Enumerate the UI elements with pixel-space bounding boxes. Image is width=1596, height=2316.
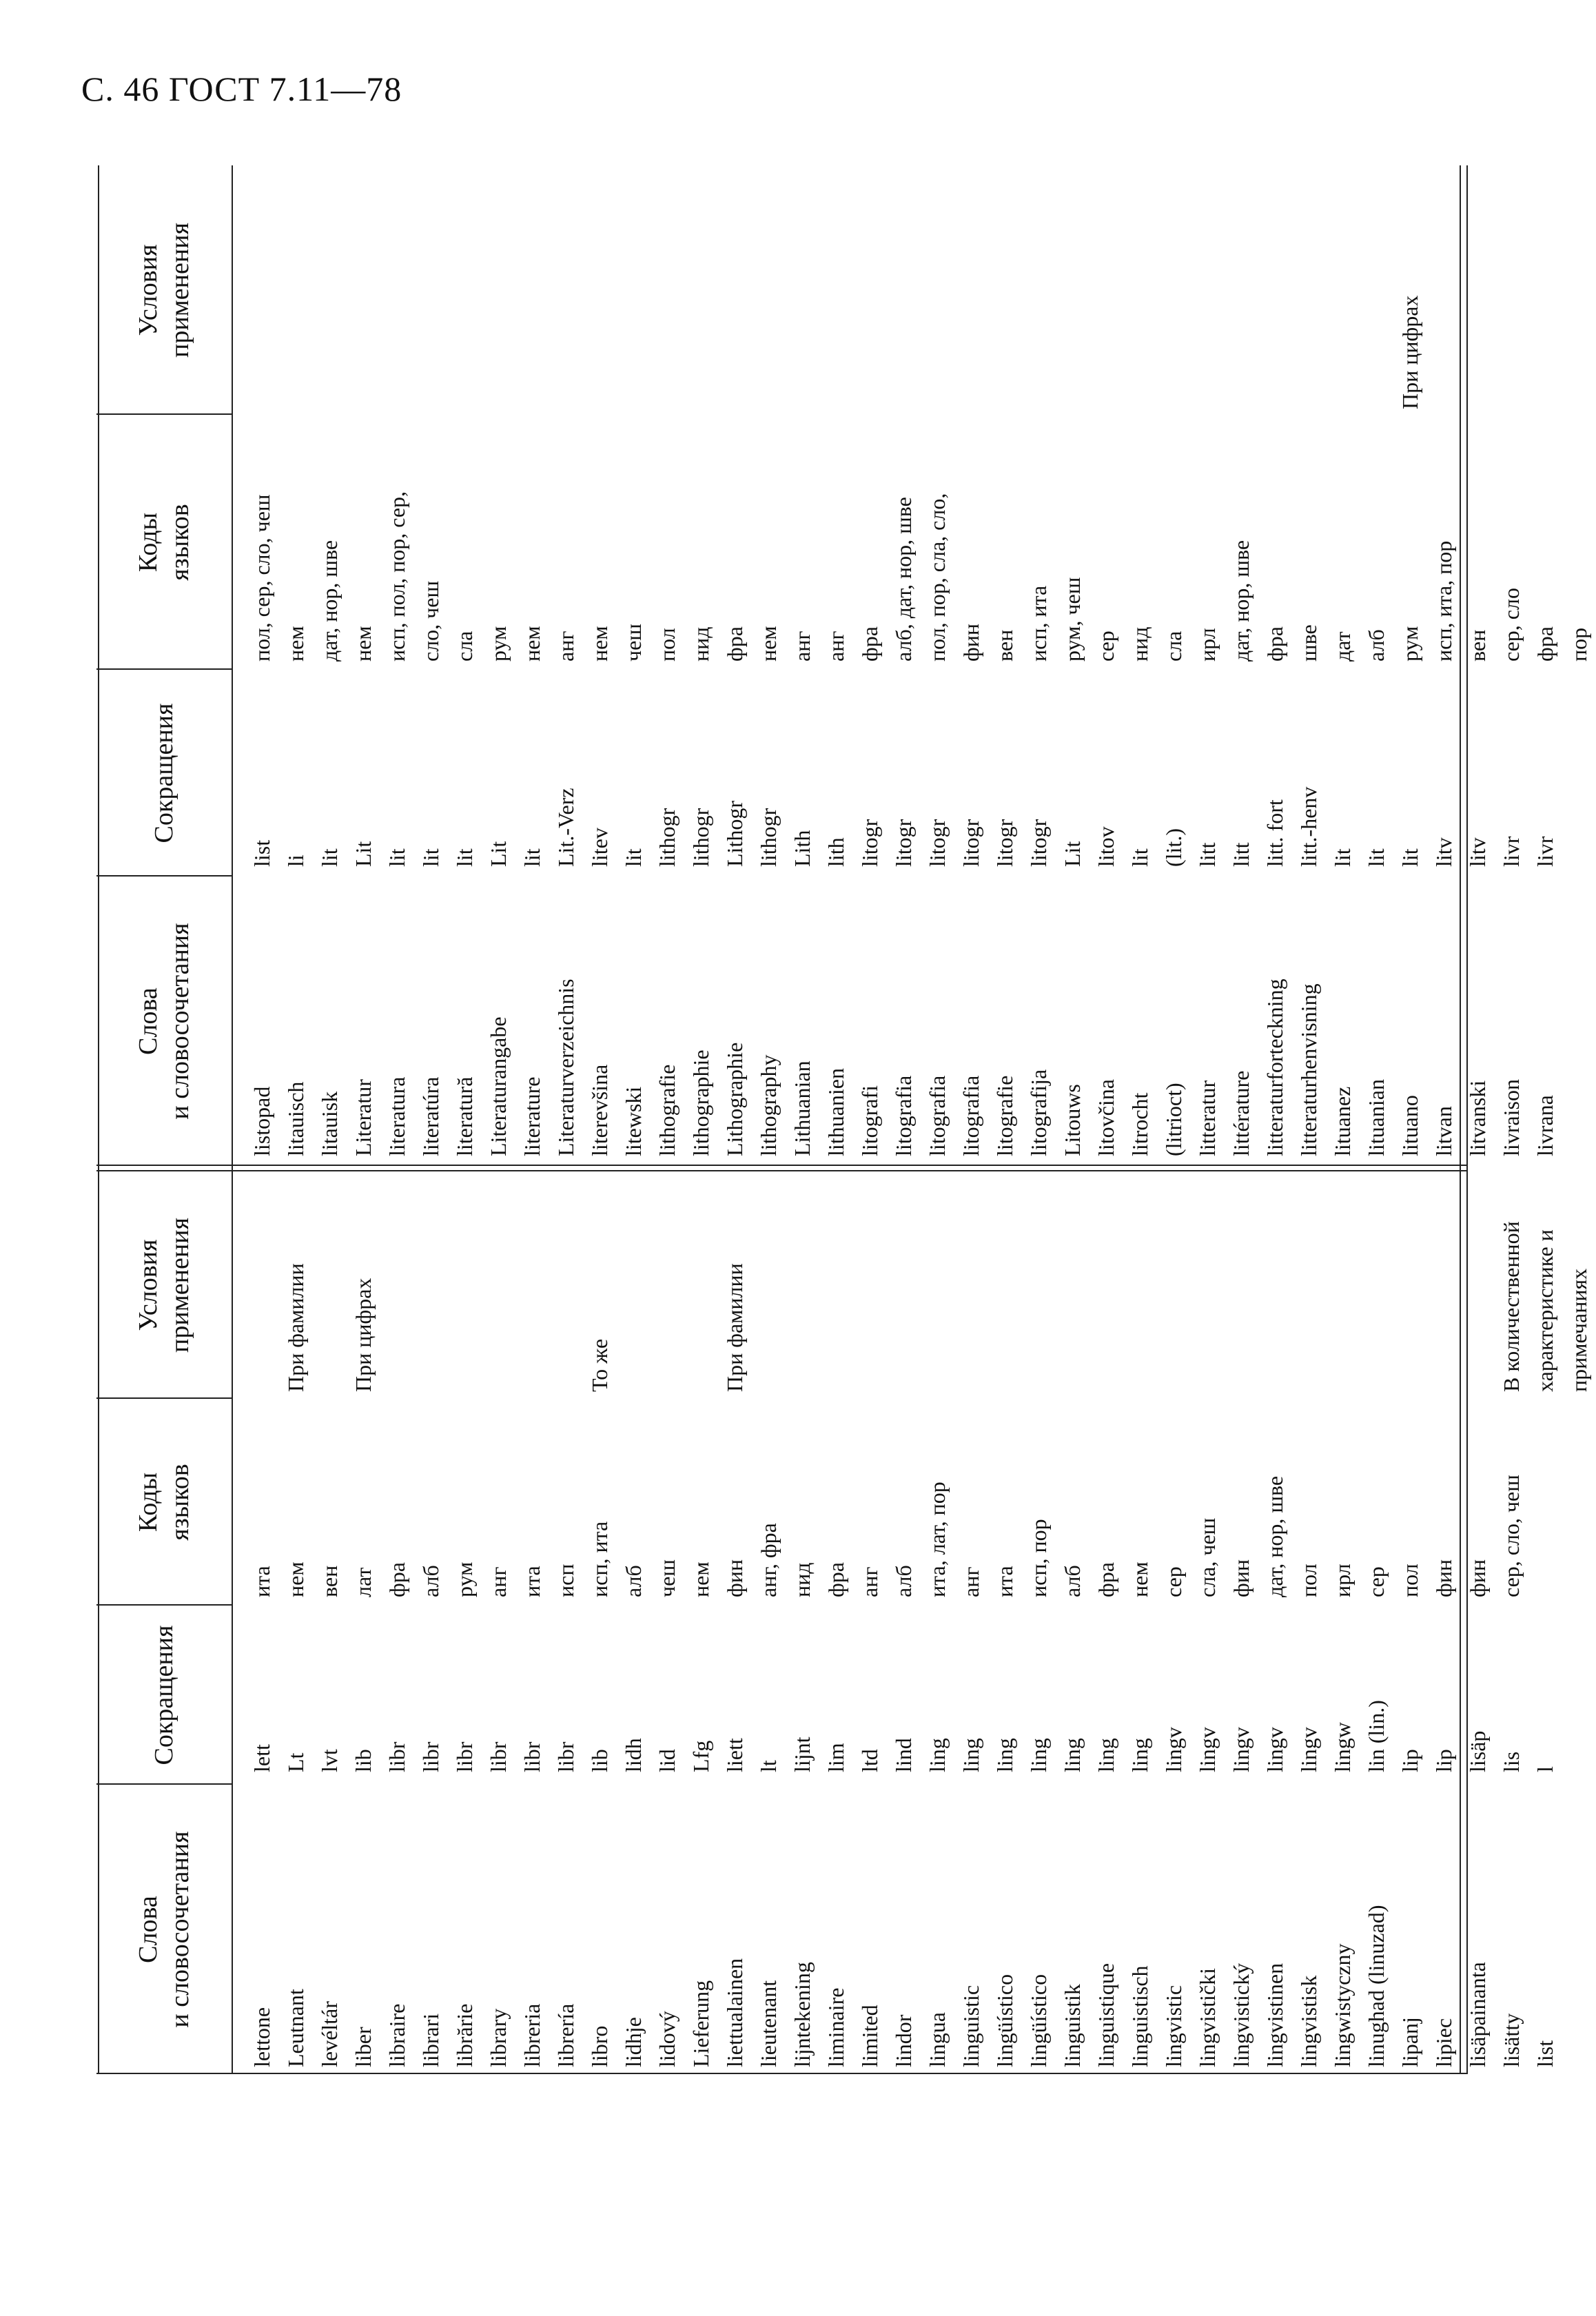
word-cell: literatura <box>385 1076 409 1156</box>
word-cell: litauisch <box>283 1081 308 1156</box>
codes-cell: пол, сер, сло, чеш <box>249 494 274 662</box>
codes-cell: алб <box>418 1565 443 1597</box>
codes-cell: фин <box>959 624 983 662</box>
codes-cell: нид <box>1127 626 1152 662</box>
word-cell: libreria <box>520 2003 544 2067</box>
abbr-cell: libr <box>520 1741 544 1772</box>
word-cell: librería <box>553 2003 578 2067</box>
abbr-cell: litv <box>1431 837 1456 867</box>
word-cell: literevšina <box>587 1064 612 1156</box>
codes-cell: нид <box>790 1562 815 1597</box>
abbr-cell: lib <box>351 1749 376 1772</box>
codes-cell: исп <box>553 1564 578 1597</box>
header-line: Условия <box>134 1239 163 1331</box>
abbr-cell: lis <box>1499 1751 1524 1772</box>
codes-cell: фин <box>1465 1559 1490 1597</box>
abbr-cell: lit <box>1127 848 1152 867</box>
header-line: языков <box>165 504 194 581</box>
codes-cell: чеш <box>621 624 646 662</box>
header-line: Коды <box>134 1472 163 1533</box>
word-cell: litografi <box>857 1085 882 1156</box>
codes-cell: нем <box>283 626 308 662</box>
abbr-cell: ling <box>1127 1738 1152 1772</box>
word-cell: linughad (linuzad) <box>1364 1905 1389 2067</box>
abbr-cell: libr <box>486 1741 511 1772</box>
word-cell: lingvistic <box>1161 1985 1186 2067</box>
abbr-cell: litv <box>1465 837 1490 867</box>
word-cell: Literaturangabe <box>486 1016 511 1156</box>
abbr-cell: lim <box>823 1743 848 1772</box>
abbr-cell: ling <box>925 1738 950 1772</box>
codes-cell: сла, чеш <box>1195 1517 1220 1597</box>
word-cell: litografia <box>925 1075 950 1156</box>
word-cell: lituano <box>1398 1095 1422 1156</box>
codes-cell: нем <box>351 626 376 662</box>
codes-cell: пор <box>1566 627 1591 662</box>
abbr-cell: litev <box>587 828 612 867</box>
codes-cell: шве <box>1296 624 1321 662</box>
abbr-cell: ling <box>992 1738 1017 1772</box>
word-cell: Literatur <box>351 1079 376 1156</box>
abbr-cell: lithogr <box>655 808 679 867</box>
word-cell: litteraturhenvisning <box>1296 983 1321 1156</box>
abbr-cell: lvt <box>317 1749 342 1772</box>
word-cell: lijntekening <box>790 1962 815 2067</box>
abbr-cell: libr <box>452 1741 477 1772</box>
abbr-cell: l <box>1533 1766 1557 1772</box>
word-cell: lipanj <box>1398 2017 1422 2067</box>
abbr-cell: lingv <box>1262 1727 1287 1772</box>
left-codes-column <box>245 1475 1562 1597</box>
codes-cell: фин <box>722 1559 747 1597</box>
codes-cell: дат, нор, шве <box>1229 540 1254 662</box>
abbr-cell: Lith <box>790 830 815 867</box>
abbr-cell: livr <box>1499 836 1524 867</box>
codes-cell: пол <box>1398 1564 1422 1597</box>
word-cell: lidhje <box>621 2017 646 2067</box>
codes-cell: вен <box>992 629 1017 662</box>
abbr-cell: libr <box>553 1741 578 1772</box>
abbr-cell: lit <box>621 848 646 867</box>
codes-cell: исп, пор <box>1026 1519 1051 1597</box>
word-cell: lingüístico <box>1026 1974 1051 2067</box>
word-cell: lettone <box>249 2007 274 2067</box>
word-cell: lieutenant <box>756 1980 781 2067</box>
abbr-cell: litt <box>1195 842 1220 867</box>
word-cell: lisätty <box>1499 2013 1524 2067</box>
word-cell: livraison <box>1499 1079 1524 1156</box>
abbr-cell: Lit <box>486 841 511 867</box>
abbr-cell: lit <box>520 848 544 867</box>
abbr-cell: lib <box>587 1749 612 1772</box>
word-cell: list <box>1533 2040 1557 2067</box>
codes-cell: фин <box>1229 1559 1254 1597</box>
codes-cell: фра <box>1262 626 1287 662</box>
codes-cell <box>1528 1475 1562 1597</box>
abbr-cell: lit <box>1398 848 1422 867</box>
word-cell: litrocht <box>1127 1092 1152 1156</box>
header-divider <box>96 1783 232 1785</box>
codes-cell: фин <box>1431 1559 1456 1597</box>
codes-cell: вен <box>1465 629 1490 662</box>
codes-cell: дат <box>1330 631 1355 662</box>
abbr-cell: lit <box>317 848 342 867</box>
abbr-cell: litogr <box>925 819 950 867</box>
top-rule <box>98 165 99 2074</box>
abbr-cell: ling <box>1060 1738 1085 1772</box>
word-cell: linguistisch <box>1127 1965 1152 2067</box>
col-header-cond-right <box>96 165 232 415</box>
codes-cell: анг <box>486 1566 511 1597</box>
codes-cell: анг <box>790 631 815 662</box>
word-cell: linguistique <box>1094 1963 1118 2067</box>
condition-note: При фамилии <box>722 1263 747 1392</box>
center-double-rule <box>96 1170 1468 1171</box>
codes-cell: сло, чеш <box>418 580 443 662</box>
word-cell: lindor <box>891 2014 916 2067</box>
word-cell: (litrioct) <box>1161 1083 1186 1156</box>
codes-cell: анг <box>553 631 578 662</box>
abbr-cell: lithogr <box>756 808 781 867</box>
header-line: и словосочетания <box>165 923 194 1120</box>
header-line: и словосочетания <box>165 1831 194 2028</box>
codes-cell: алб <box>891 1565 916 1597</box>
codes-cell: исп, ита, пор <box>1431 540 1456 662</box>
header-line: Слова <box>134 987 163 1055</box>
word-cell: librari <box>418 2013 443 2067</box>
abbr-cell: lith <box>823 837 848 867</box>
word-cell: lituanian <box>1364 1079 1389 1156</box>
abbr-cell: Lit <box>1060 841 1085 867</box>
codes-cell: нем <box>520 626 544 662</box>
codes-cell: алб, дат, нор, шве <box>891 497 916 662</box>
word-cell: lingua <box>925 2012 950 2067</box>
codes-cell: сер <box>1161 1566 1186 1597</box>
codes-cell: анг <box>823 631 848 662</box>
abbr-cell: Lit.-Verz <box>553 788 578 867</box>
codes-cell: сер <box>1094 631 1118 662</box>
codes-cell: алб <box>621 1565 646 1597</box>
abbr-cell: lip <box>1398 1749 1422 1772</box>
abbr-cell: ling <box>1094 1738 1118 1772</box>
word-cell: litvanski <box>1465 1080 1490 1156</box>
codes-cell: нем <box>688 1561 713 1597</box>
table-border-left <box>96 2073 1468 2074</box>
abbr-cell: lisäp <box>1465 1730 1490 1772</box>
abbr-cell: litogr <box>857 819 882 867</box>
abbr-cell: lithogr <box>688 808 713 867</box>
center-double-rule <box>96 1165 1468 1166</box>
abbr-cell: lt <box>756 1760 781 1772</box>
codes-cell: пол <box>655 628 679 662</box>
abbr-cell: lingw <box>1330 1722 1355 1772</box>
col-header-abbr-left <box>96 1606 232 1785</box>
codes-cell: исп, ита <box>1026 585 1051 662</box>
word-cell: lisäpainanta <box>1465 1962 1490 2067</box>
codes-cell: нем <box>587 626 612 662</box>
abbr-cell: lijnt <box>790 1736 815 1772</box>
codes-cell: фра <box>385 1562 409 1597</box>
abbr-cell: ling <box>1026 1738 1051 1772</box>
condition-note: В количественной <box>1499 1221 1524 1392</box>
condition-note: То же <box>587 1338 612 1392</box>
abbr-cell: lidh <box>621 1738 646 1772</box>
word-cell: litografie <box>992 1075 1017 1156</box>
codes-cell: ита <box>992 1566 1017 1597</box>
header-line: Сокращения <box>150 703 178 843</box>
word-cell: librărie <box>452 2003 477 2067</box>
word-cell: lithographie <box>688 1049 713 1156</box>
header-line: языков <box>165 1464 194 1541</box>
codes-cell: сла <box>452 631 477 662</box>
codes-cell: фра <box>1094 1562 1118 1597</box>
codes-cell: пол, пор, сла, сло, <box>925 493 950 662</box>
col-header-cond-left <box>96 1171 232 1399</box>
header-line: применения <box>165 1218 194 1353</box>
rotated-table <box>96 165 1591 2074</box>
abbr-cell: litov <box>1094 826 1118 867</box>
abbr-cell: litt.-henv <box>1296 786 1321 867</box>
word-cell: lidový <box>655 2011 679 2067</box>
abbr-cell: Lithogr <box>722 801 747 867</box>
abbr-cell: libr <box>418 1741 443 1772</box>
abbr-cell: lit <box>452 848 477 867</box>
word-cell: libro <box>587 2025 612 2067</box>
header-divider <box>96 1397 232 1399</box>
word-cell: Lieferung <box>688 1980 713 2067</box>
abbr-cell: livr <box>1533 836 1557 867</box>
codes-cell: сла <box>1161 631 1186 662</box>
word-cell: lingvistisk <box>1296 1975 1321 2067</box>
codes-cell: анг <box>857 1566 882 1597</box>
word-cell: liettualainen <box>722 1958 747 2067</box>
word-cell: litografija <box>1026 1069 1051 1156</box>
header-divider <box>96 875 232 877</box>
abbr-cell: lind <box>891 1738 916 1772</box>
codes-cell: анг <box>959 1566 983 1597</box>
header-divider <box>96 413 232 415</box>
header-divider <box>96 668 232 670</box>
word-cell: Lithographie <box>722 1042 747 1156</box>
word-cell: listopad <box>249 1086 274 1156</box>
col-header-words-right <box>96 877 232 1166</box>
page-header: С. 46 ГОСТ 7.11—78 <box>81 70 402 108</box>
abbr-cell: lit <box>418 848 443 867</box>
word-cell: levéltár <box>317 2001 342 2067</box>
word-cell: lithografie <box>655 1064 679 1156</box>
codes-cell: нем <box>283 1561 308 1597</box>
codes-cell: фра <box>823 1562 848 1597</box>
abbr-cell: litogr <box>891 819 916 867</box>
word-cell: lingvistinen <box>1262 1963 1287 2067</box>
header-divider <box>96 1604 232 1606</box>
abbr-cell: lingv <box>1195 1727 1220 1772</box>
codes-cell: ирл <box>1330 1564 1355 1597</box>
codes-cell: дат, нор, шве <box>1262 1475 1287 1597</box>
codes-cell: алб <box>1060 1565 1085 1597</box>
abbr-cell: liett <box>722 1738 747 1772</box>
word-cell: Leutnant <box>283 1989 308 2067</box>
abbr-cell: litogr <box>992 819 1017 867</box>
abbr-cell: Lfg <box>688 1740 713 1772</box>
codes-cell: ирл <box>1195 628 1220 662</box>
right-codes-column <box>245 491 1596 662</box>
word-cell: lithography <box>756 1054 781 1156</box>
word-cell: Litouws <box>1060 1084 1085 1156</box>
left-abbr-column <box>245 1700 1562 1772</box>
codes-cell: ита, лат, пор <box>925 1482 950 1597</box>
abbr-cell: litogr <box>1026 819 1051 867</box>
abbr-cell: libr <box>385 1741 409 1772</box>
condition-note: При цифрах <box>1398 295 1422 409</box>
col-header-abbr-right <box>96 670 232 877</box>
word-cell: Literaturverzeichnis <box>553 978 578 1156</box>
codes-cell: анг, фра <box>756 1523 781 1597</box>
word-cell: lingvistički <box>1195 1968 1220 2067</box>
header-line: Условия <box>134 244 163 336</box>
table-border-bottom <box>1466 165 1468 2074</box>
word-cell: linguistik <box>1060 1984 1085 2067</box>
codes-cell: пол <box>1296 1564 1321 1597</box>
abbr-cell: Lt <box>283 1752 308 1772</box>
word-cell: litteraturforteckning <box>1262 978 1287 1156</box>
word-cell: literature <box>520 1076 544 1156</box>
word-cell: liminaire <box>823 1987 848 2067</box>
codes-cell: рум, чеш <box>1060 577 1085 662</box>
word-cell: lithuanien <box>823 1068 848 1156</box>
word-cell: lingvistický <box>1229 1963 1254 2067</box>
word-cell: lituanez <box>1330 1086 1355 1156</box>
header-line: Слова <box>134 1896 163 1963</box>
word-cell: litovčina <box>1094 1079 1118 1156</box>
col-header-codes-left <box>96 1399 232 1606</box>
word-cell: literatură <box>452 1076 477 1156</box>
abbr-cell: litt. fort <box>1262 799 1287 867</box>
abbr-cell: (lit.) <box>1161 828 1186 867</box>
codes-cell: нем <box>1127 1561 1152 1597</box>
word-cell: litografia <box>959 1075 983 1156</box>
word-cell: lingwistyczny <box>1330 1943 1355 2067</box>
abbr-cell: list <box>249 839 274 867</box>
codes-cell: нем <box>756 626 781 662</box>
abbr-cell: ltd <box>857 1749 882 1772</box>
header-rule <box>232 165 233 2074</box>
condition-note: При цифрах <box>351 1278 376 1392</box>
codes-cell: рум <box>1398 626 1422 662</box>
codes-cell: алб <box>1364 629 1389 662</box>
header-line: Коды <box>134 512 163 573</box>
abbr-cell: lin (lin.) <box>1364 1700 1389 1772</box>
word-cell: libraire <box>385 2003 409 2067</box>
condition-note: При фамилии <box>283 1263 308 1392</box>
abbr-cell: ling <box>959 1738 983 1772</box>
word-cell: litvan <box>1431 1106 1456 1156</box>
abbr-cell: Lit <box>351 841 376 867</box>
col-header-codes-right <box>96 415 232 670</box>
word-cell: livrana <box>1533 1095 1557 1156</box>
codes-cell: фра <box>857 626 882 662</box>
codes-cell: сер, сло <box>1499 588 1524 662</box>
word-cell: Lithuanian <box>790 1060 815 1156</box>
codes-cell: чеш <box>655 1559 679 1597</box>
col-header-words-left <box>96 1785 232 2074</box>
header-line: применения <box>165 223 194 358</box>
abbr-cell: lett <box>249 1744 274 1772</box>
word-cell: lipiec <box>1431 2018 1456 2067</box>
abbr-cell: lingv <box>1296 1727 1321 1772</box>
abbr-cell: litt <box>1229 842 1254 867</box>
word-cell: litografia <box>891 1075 916 1156</box>
codes-cell: фра <box>1533 626 1557 662</box>
word-cell: literatúra <box>418 1076 443 1156</box>
codes-cell: рум <box>486 626 511 662</box>
word-cell: litewski <box>621 1086 646 1156</box>
word-cell: lingüístico <box>992 1974 1017 2067</box>
abbr-cell: lid <box>655 1749 679 1772</box>
abbr-cell: litogr <box>959 819 983 867</box>
word-cell: litauisk <box>317 1091 342 1156</box>
codes-cell: фра <box>722 626 747 662</box>
word-cell: litteratur <box>1195 1080 1220 1156</box>
abbr-cell: li <box>283 854 308 867</box>
abbr-cell: lit <box>385 848 409 867</box>
abbr-cell: lit <box>1364 848 1389 867</box>
codes-cell: исп, пол, пор, сер, <box>385 491 409 662</box>
codes-cell: нид <box>688 626 713 662</box>
codes-cell: сер <box>1364 1566 1389 1597</box>
abbr-cell: lingv <box>1161 1727 1186 1772</box>
codes-cell: ита <box>520 1566 544 1597</box>
left-words-column <box>245 1905 1562 2067</box>
codes-cell: сер, сло, чеш <box>1499 1475 1524 1597</box>
word-cell: linguistic <box>959 1985 983 2067</box>
codes-cell: дат, нор, шве <box>317 540 342 662</box>
table-border-bottom-inner <box>1460 165 1461 2074</box>
codes-cell: исп, ита <box>587 1521 612 1597</box>
right-abbr-column <box>245 787 1562 867</box>
condition-note: примечаниях <box>1566 1268 1591 1392</box>
abbr-cell: lingv <box>1229 1727 1254 1772</box>
word-cell: limited <box>857 2005 882 2067</box>
word-cell: liber <box>351 2027 376 2067</box>
right-words-column <box>245 978 1562 1156</box>
condition-note: характеристике и <box>1533 1229 1557 1392</box>
codes-cell: лат <box>351 1567 376 1597</box>
word-cell: littérature <box>1229 1070 1254 1156</box>
header-line: Сокращения <box>150 1625 178 1765</box>
word-cell: library <box>486 2008 511 2067</box>
codes-cell: ита <box>249 1566 274 1597</box>
abbr-cell: lit <box>1330 848 1355 867</box>
codes-cell: рум <box>452 1561 477 1597</box>
abbr-cell: lip <box>1431 1749 1456 1772</box>
codes-cell: вен <box>317 1565 342 1597</box>
